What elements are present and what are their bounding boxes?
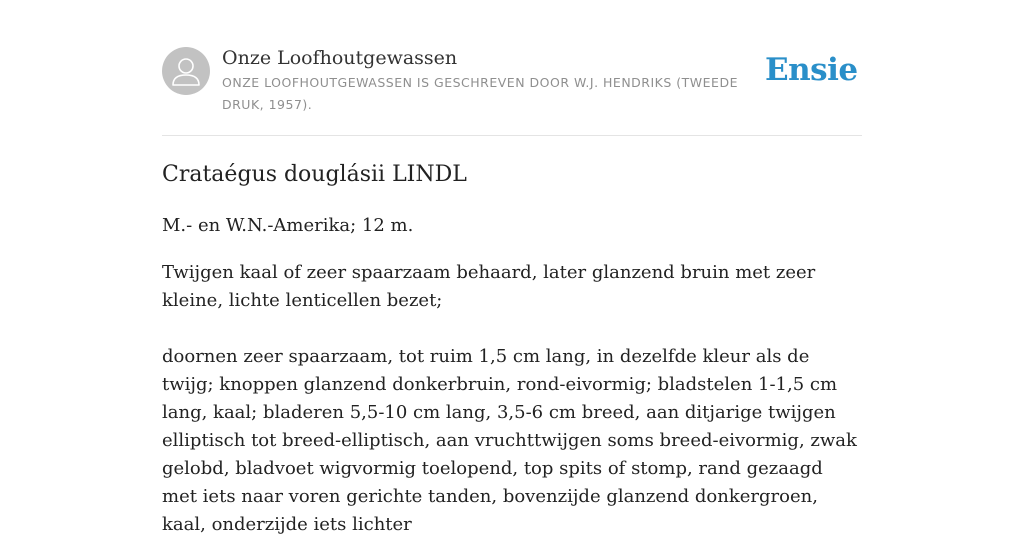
- entry-content: [162, 212, 862, 539]
- publication-title[interactable]: Onze Loofhoutgewassen: [222, 47, 458, 69]
- user-icon: [162, 47, 210, 95]
- entry-title: Crataégus douglásii LINDL: [162, 162, 467, 187]
- entry-paragraph: doornen zeer spaarzaam, tot ruim 1,5 cm lang, in dezelfde kleur als de twijg; knoppen glanzend donkerbruin, rond-eivormig; bladstelen 1-1,5 cm lang, kaal; bladeren 5,5-10 cm lang, 3,5-6 cm breed, aan ditjarige twijgen elliptisch tot breed-elliptisch, aan vruchttwijgen soms breed-eivormig, zwak gelobd, bladvoet wigvormig toelopend, top spits of stomp, rand gezaagd met iets naar voren gerichte tanden, bovenzijde glanzend donkergroen, kaal, onderzijde iets lichter: [162, 346, 857, 535]
- brand-logo[interactable]: Ensie: [765, 52, 858, 88]
- header-divider: [162, 135, 862, 136]
- entry-paragraph: Twijgen kaal of zeer spaarzaam behaard, later glanzend bruin met zeer kleine, lichte lenticellen bezet;: [162, 262, 816, 311]
- entry-paragraph: M.- en W.N.-Amerika; 12 m.: [162, 215, 414, 236]
- author-avatar: [162, 47, 210, 95]
- publication-description: ONZE LOOFHOUTGEWASSEN IS GESCHREVEN DOOR W.J. HENDRIKS (TWEEDE DRUK, 1957).: [222, 75, 738, 112]
